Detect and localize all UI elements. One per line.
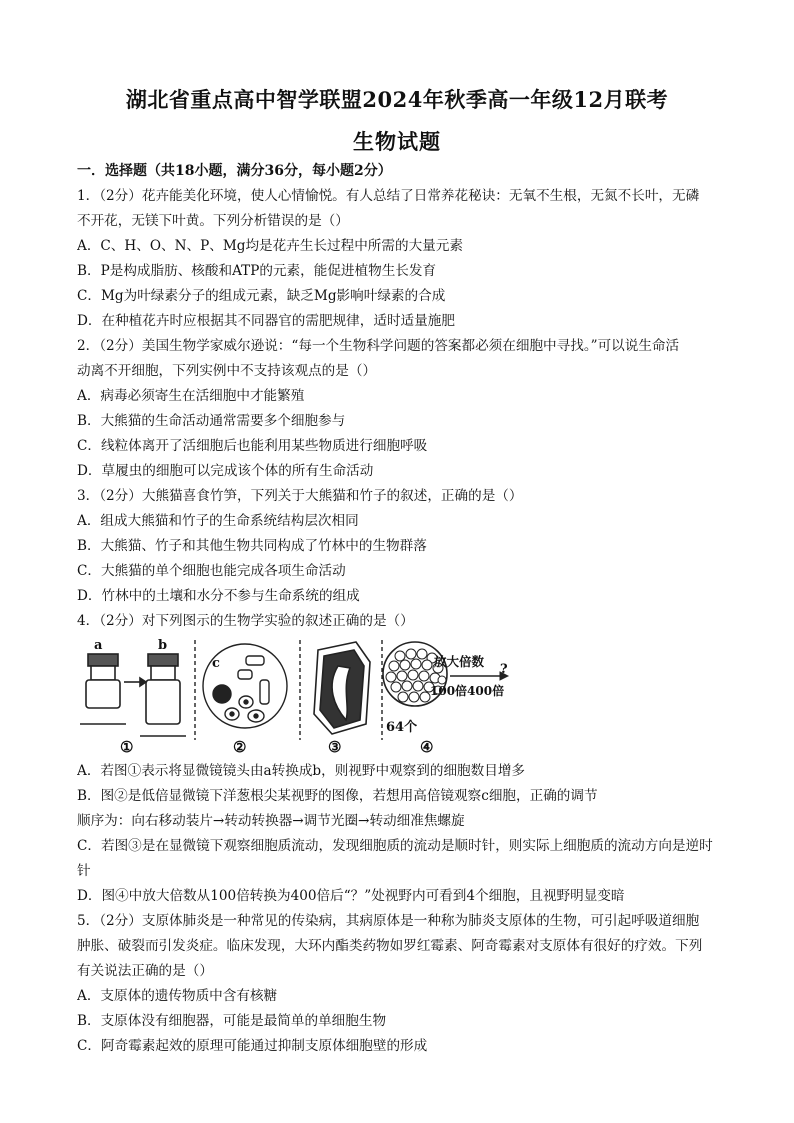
cell-rect-3 <box>260 680 269 704</box>
q4-option-b-line1: B．图②是低倍显微镜下洋葱根尖某视野的图像，若想用高倍镜观察c细胞，正确的调节 <box>77 788 598 804</box>
panel-number-1: ① <box>120 738 134 756</box>
panel-number-2: ② <box>233 738 247 756</box>
q5-option-b: B．支原体没有细胞器，可能是最简单的单细胞生物 <box>77 1013 387 1029</box>
q4-option-c-line2: 针 <box>77 863 91 879</box>
exam-subtitle: 生物试题 <box>353 129 441 154</box>
cell-count: 64个 <box>386 720 418 735</box>
q3-option-c: C．大熊猫的单个细胞也能完成各项生命活动 <box>77 563 346 579</box>
q1-stem-line1: 1．（2分）花卉能美化环境，使人心情愉悦。有人总结了日常养花秘诀：无氧不生根，无氮不长叶，无磷 <box>77 188 700 204</box>
q2-stem-line1: 2．（2分）美国生物学家威尔逊说：“每一个生物科学问题的答案都必须在细胞中寻找。”可以说生命活 <box>77 338 680 354</box>
mag-label: 放大倍数 <box>434 654 485 669</box>
lens-a-neck <box>91 666 115 680</box>
arrow-head <box>140 678 146 686</box>
lens-a-cap <box>88 654 118 666</box>
q5-option-a: A．支原体的遗传物质中含有核糖 <box>77 988 278 1004</box>
q5-stem-line1: 5．（2分）支原体肺炎是一种常见的传染病，其病原体是一种称为肺炎支原体的生物，可引起呼吸道细胞 <box>77 913 700 929</box>
panel-number-3: ③ <box>328 738 342 756</box>
q4-option-c-line1: C．若图③是在显微镜下观察细胞质流动，发现细胞质的流动是顺时针，则实际上细胞质的流动方向是逆时 <box>77 838 713 854</box>
panel-number-4: ④ <box>420 738 434 756</box>
q2-option-d: D．草履虫的细胞可以完成该个体的所有生命活动 <box>77 463 374 479</box>
panel3-plant-cell <box>314 642 370 734</box>
cell-rect-1 <box>246 656 264 665</box>
section-heading: 一．选择题（共18小题，满分36分，每小题2分） <box>77 163 392 179</box>
lens-a-body <box>86 680 120 708</box>
fig-label-b: b <box>158 638 168 653</box>
lens-b-cap <box>148 654 178 666</box>
q1-option-b: B．P是构成脂肪、核酸和ATP的元素，能促进植物生长发育 <box>77 263 437 279</box>
q3-option-a: A．组成大熊猫和竹子的生命系统结构层次相同 <box>77 513 359 529</box>
q2-option-c: C．线粒体离开了活细胞后也能利用某些物质进行细胞呼吸 <box>77 438 428 454</box>
mag-question: ? <box>500 662 508 677</box>
q4-figure <box>70 636 510 756</box>
q1-option-a: A．C、H、O、N、P、Mg均是花卉生长过程中所需的大量元素 <box>77 238 463 254</box>
q1-option-c: C．Mg为叶绿素分子的组成元素，缺乏Mg影响叶绿素的合成 <box>77 288 446 304</box>
q5-option-c: C．阿奇霉素起效的原理可能通过抑制支原体细胞壁的形成 <box>77 1038 428 1054</box>
q4-option-d: D．图④中放大倍数从100倍转换为400倍后“？”处视野内可看到4个细胞，且视野明显变暗 <box>77 888 625 904</box>
lens-b-body <box>146 680 180 724</box>
q4-option-b-line2: 顺序为：向右移动装片→转动转换器→调节光圈→转动细准焦螺旋 <box>77 813 465 829</box>
q5-stem-line2: 肿胀、破裂而引发炎症。临床发现，大环内酯类药物如罗红霉素、阿奇霉素对支原体有很好的疗效。下列 <box>77 938 703 954</box>
cell-rect-2 <box>238 670 252 679</box>
q3-option-d: D．竹林中的土壤和水分不参与生命系统的组成 <box>77 588 360 604</box>
fig-label-a: a <box>94 638 103 653</box>
q4-stem: 4．（2分）对下列图示的生物学实验的叙述正确的是（） <box>77 613 414 629</box>
dark-cell <box>213 685 231 703</box>
exam-title: 湖北省重点高中智学联盟2024年秋季高一年级12月联考 <box>125 87 669 112</box>
q5-stem-line3: 有关说法正确的是（） <box>77 963 213 979</box>
q3-stem: 3．（2分）大熊猫喜食竹笋，下列关于大熊猫和竹子的叙述，正确的是（） <box>77 488 523 504</box>
mag-values: 100倍400倍 <box>430 684 505 698</box>
q1-option-d: D．在种植花卉时应根据其不同器官的需肥规律，适时适量施肥 <box>77 313 455 329</box>
q2-option-a: A．病毒必须寄生在活细胞中才能繁殖 <box>77 388 305 404</box>
q2-stem-line2: 动离不开细胞，下列实例中不支持该观点的是（） <box>77 363 377 379</box>
lens-b-neck <box>151 666 175 680</box>
q2-option-b: B．大熊猫的生命活动通常需要多个细胞参与 <box>77 413 346 429</box>
q4-option-a: A．若图①表示将显微镜镜头由a转换成b，则视野中观察到的细胞数目增多 <box>77 763 526 779</box>
panel1-lenses <box>80 654 186 736</box>
q1-stem-line2: 不开花，无镁下叶黄。下列分析错误的是（） <box>77 213 349 229</box>
fig-label-c: c <box>212 656 220 671</box>
q3-option-b: B．大熊猫、竹子和其他生物共同构成了竹林中的生物群落 <box>77 538 427 554</box>
